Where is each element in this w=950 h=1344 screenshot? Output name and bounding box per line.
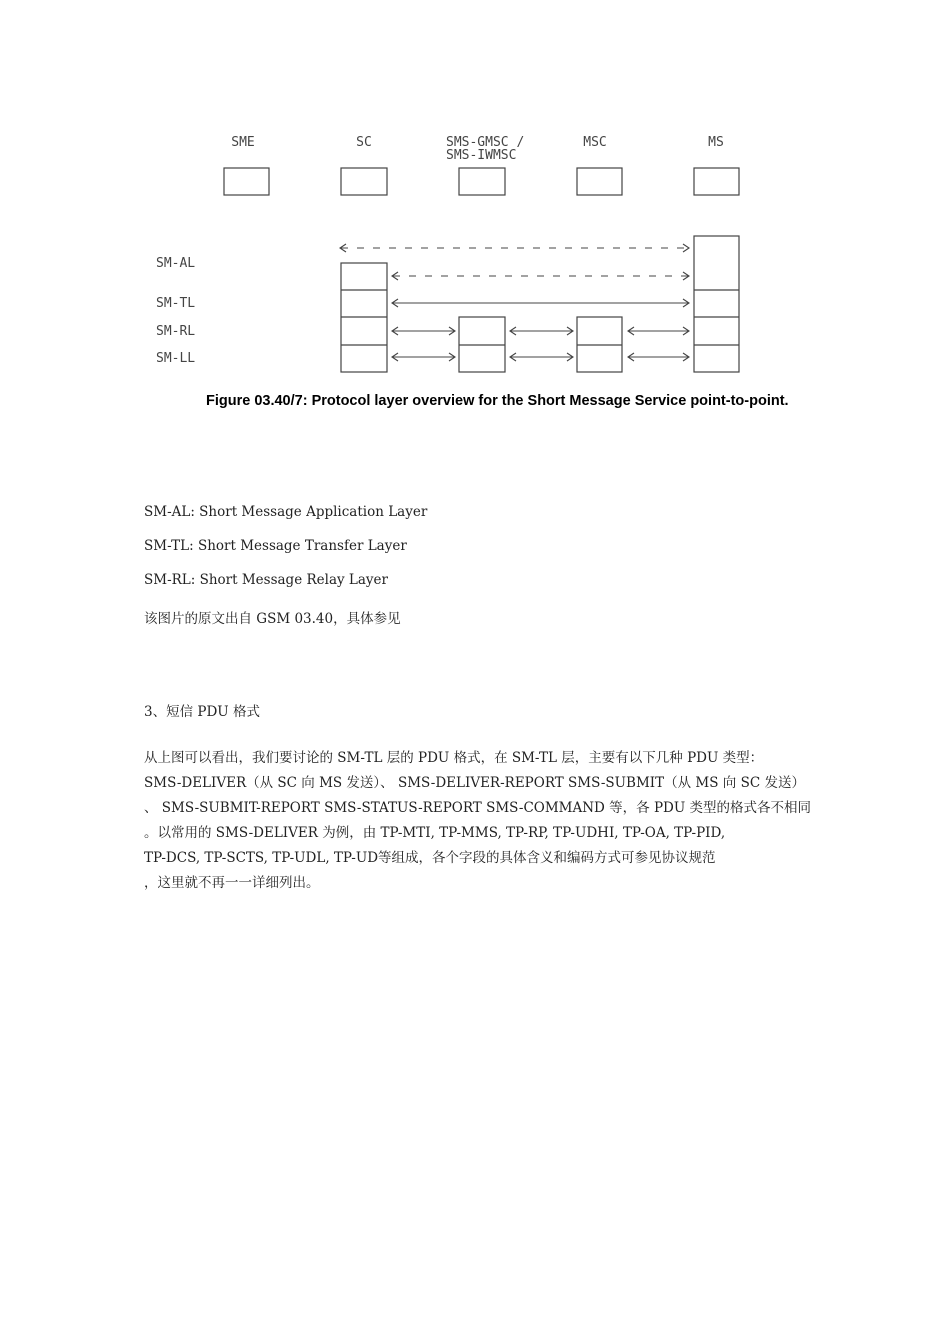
node-label-iwmsc: SMS-IWMSC [446,148,517,163]
layer-stacks [341,236,739,372]
body-paragraph [144,746,812,896]
body-line: ，这里就不再一一详细列出。 [144,875,320,891]
node-box-sme [224,168,269,195]
node-label-sc: SC [356,135,372,150]
node-box-gmsc [459,168,505,195]
legend-sm-tl: SM-TL: Short Message Transfer Layer [144,538,407,554]
body-line: 、 SMS-SUBMIT-REPORT SMS-STATUS-REPORT SMS-COMMAND 等，各 PDU 类型的格式各不相同 [144,800,812,816]
legend-sm-al: SM-AL: Short Message Application Layer [144,504,428,520]
layer-label-sm-al: SM-AL [156,256,196,271]
node-box-sc [341,168,387,195]
ms-stack [694,236,739,372]
node-label-msc: MSC [583,135,607,150]
node-boxes [224,168,739,195]
body-line: SMS-DELIVER（从 SC 向 MS 发送）、 SMS-DELIVER-REPORT SMS-SUBMIT（从 MS 向 SC 发送） [144,775,805,791]
body-line: TP-DCS, TP-SCTS, TP-UDL, TP-UD等组成，各个字段的具体含义和编码方式可参见协议规范 [144,850,716,866]
node-label-ms: MS [708,135,724,150]
figure-caption: Figure 03.40/7: Protocol layer overview for the Short Message Service point-to-point. [206,393,789,409]
layer-label-sm-rl: SM-RL [156,324,196,339]
body-line: 从上图可以看出，我们要讨论的 SM-TL 层的 PDU 格式，在 SM-TL 层，主要有以下几种 PDU 类型： [144,750,764,766]
peer-arrows [340,244,689,361]
node-box-msc [577,168,622,195]
section-heading: 3、短信 PDU 格式 [144,704,260,720]
layer-label-sm-tl: SM-TL [156,296,196,311]
layer-label-sm-ll: SM-LL [156,351,196,366]
body-line: 。以常用的 SMS-DELIVER 为例，由 TP-MTI, TP-MMS, TP-RP, TP-UDHI, TP-OA, TP-PID, [144,825,726,841]
node-label-gmsc: SMS-GMSC / [446,135,525,150]
source-note: 该图片的原文出自 GSM 03.40，具体参见 [144,611,401,627]
node-label-sme: SME [231,135,255,150]
protocol-layer-diagram [0,0,950,420]
legend-sm-rl: SM-RL: Short Message Relay Layer [144,572,389,588]
node-box-ms [694,168,739,195]
